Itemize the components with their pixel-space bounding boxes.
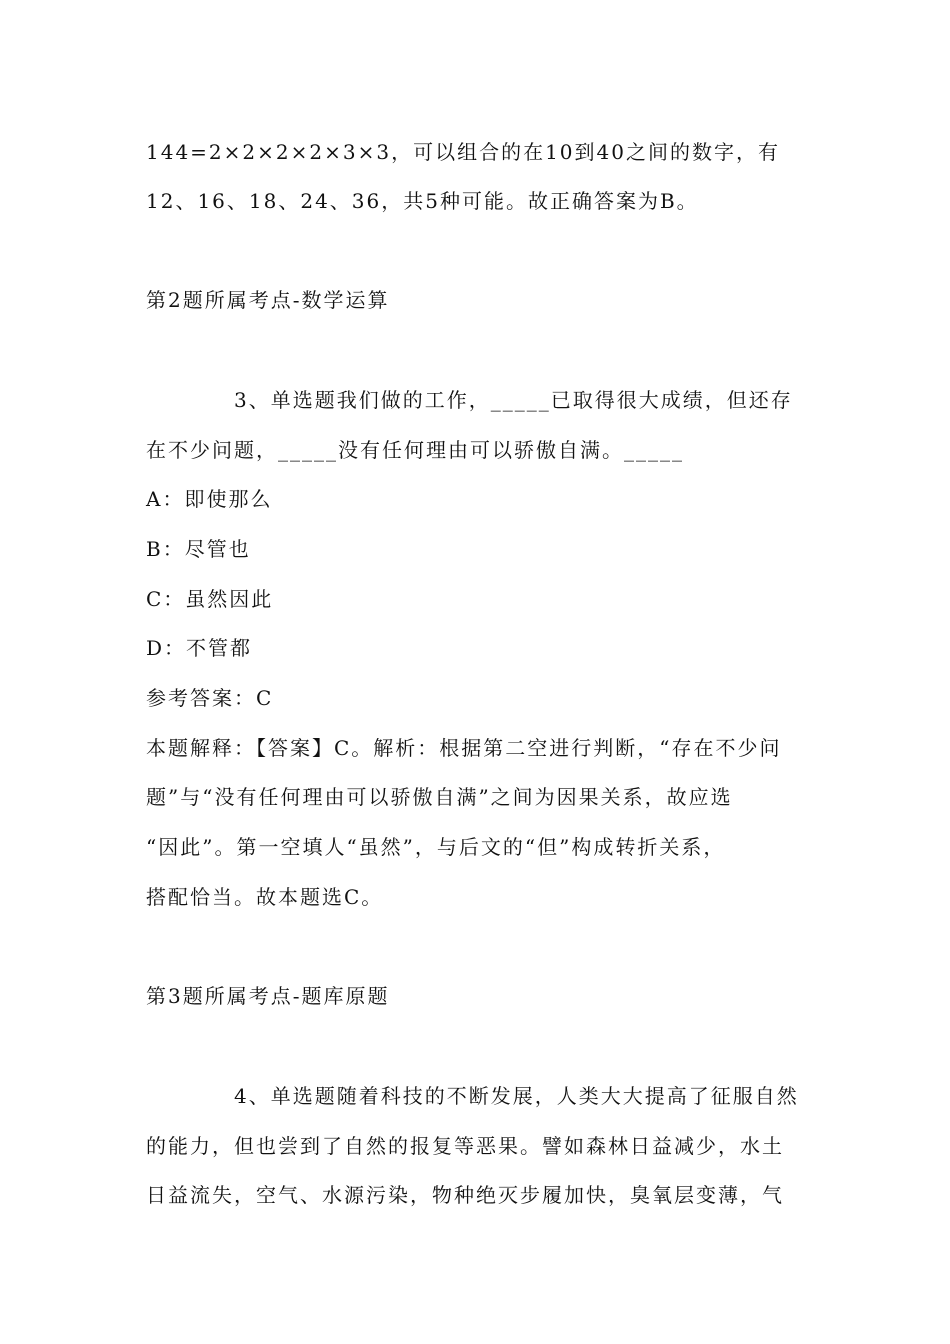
q4-stem-line-2: 的能力，但也尝到了自然的报复等恶果。譬如森林日益减少，水土 [146, 1134, 784, 1158]
q2-explanation-line-1: 144=2×2×2×2×3×3，可以组合的在10到40之间的数字，有 [146, 140, 780, 164]
q3-explanation-line-3: “因此”。第一空填人“虽然”，与后文的“但”构成转折关系， [146, 835, 726, 859]
q3-option-d: D：不管都 [146, 636, 253, 660]
q3-stem-line-1: 3、单选题我们做的工作，_____已取得很大成绩，但还存 [234, 388, 793, 412]
q3-explanation-line-2: 题”与“没有任何理由可以骄傲自满”之间为因果关系，故应选 [146, 785, 733, 809]
q3-option-a: A：即使那么 [146, 487, 273, 511]
q2-explanation-line-2: 12、16、18、24、36，共5种可能。故正确答案为B。 [146, 189, 699, 213]
q4-stem-line-3: 日益流失，空气、水源污染，物种绝灭步履加快，臭氧层变薄，气 [146, 1183, 784, 1207]
q3-knowledge-point: 第3题所属考点-题库原题 [146, 984, 390, 1008]
q3-option-b: B：尽管也 [146, 537, 251, 561]
q4-stem-line-1: 4、单选题随着科技的不断发展，人类大大提高了征服自然 [234, 1084, 799, 1108]
q3-stem-line-2: 在不少问题，_____没有任何理由可以骄傲自满。_____ [146, 438, 684, 462]
q3-answer: 参考答案：C [146, 686, 274, 710]
q2-knowledge-point: 第2题所属考点-数学运算 [146, 288, 390, 312]
q3-option-c: C：虽然因此 [146, 587, 274, 611]
q3-explanation-line-4: 搭配恰当。故本题选C。 [146, 885, 384, 909]
q3-explanation-line-1: 本题解释：【答案】C。解析：根据第二空进行判断，“存在不少问 [146, 736, 782, 760]
